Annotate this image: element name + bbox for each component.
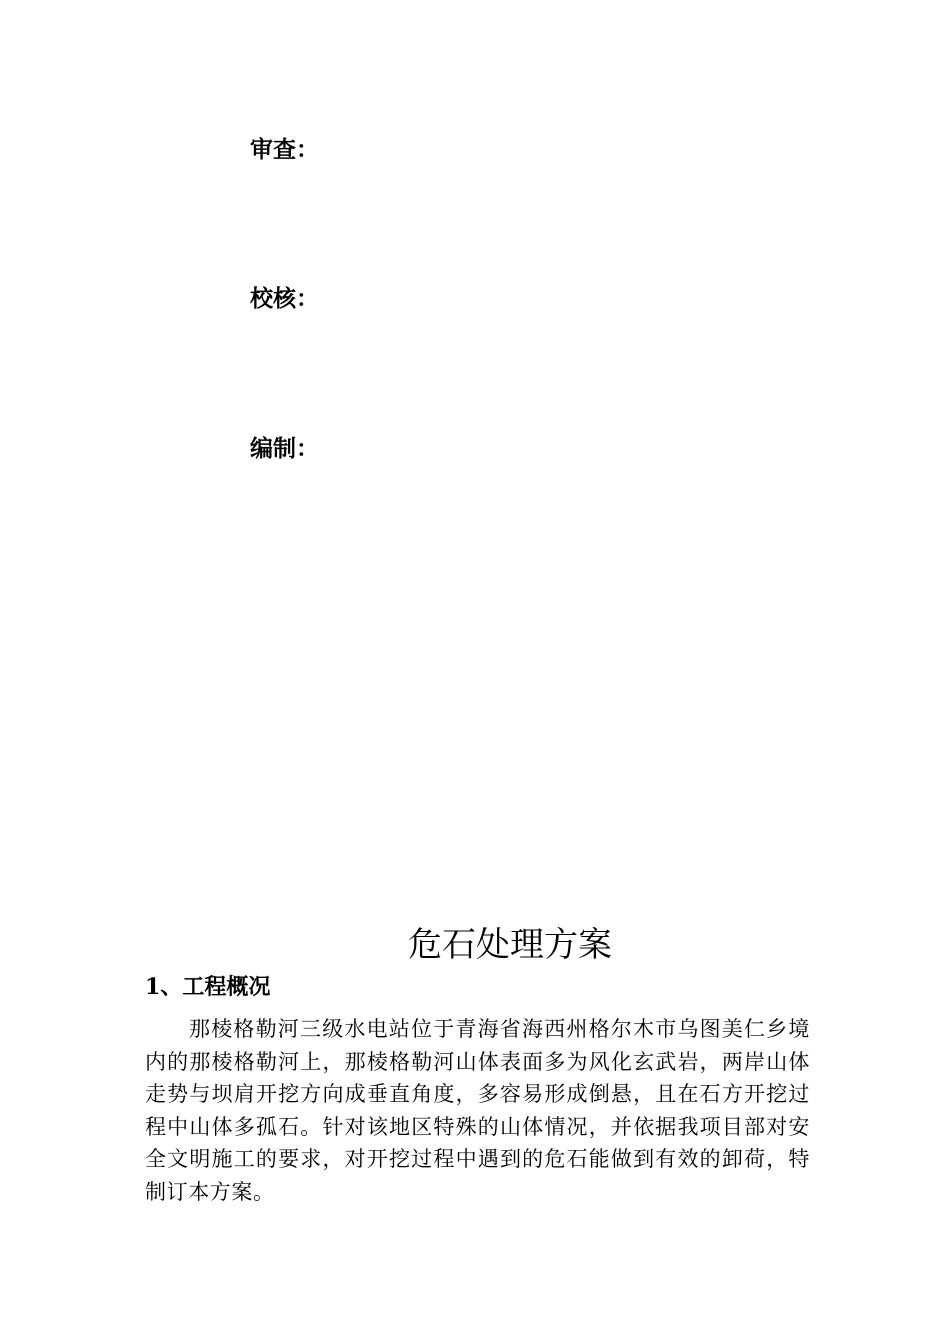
section-heading <box>145 970 270 1005</box>
section-number: 1 <box>145 974 161 1000</box>
compile-signature-label: 编制： <box>250 436 319 462</box>
section-paragraph: 那棱格勒河三级水电站位于青海省海西州格尔木市乌图美仁乡境内的那棱格勒河上，那棱格勒河山体表面多为风化玄武岩，两岸山体走势与坝肩开挖方向成垂直角度，多容易形成倒悬，且在石方开挖过程中山体多孤石。针对该地区特殊的山体情况，并依据我项目部对安全文明施工的要求，对开挖过程中遇到的危石能做到有效的卸荷，特制订本方案。 <box>145 1017 810 1204</box>
document-title: 危石处理方案 <box>408 925 612 965</box>
review-signature-label: 审查： <box>250 137 319 163</box>
check-signature-label: 校核： <box>250 286 319 312</box>
section-heading-text: 、工程概况 <box>160 975 271 1000</box>
